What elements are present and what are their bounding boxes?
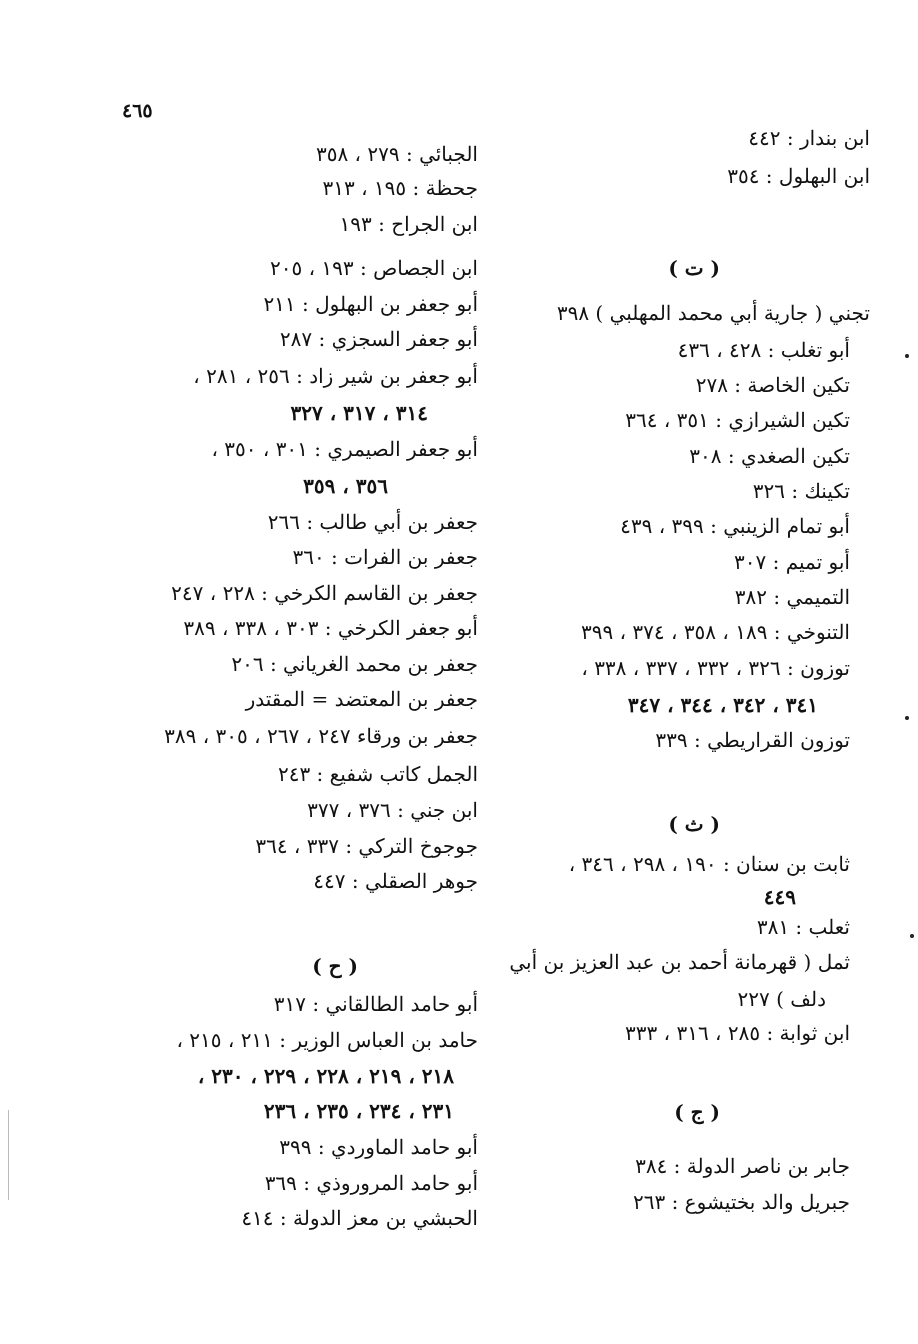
index-entry: جحظة : ١٩٥ ، ٣١٣ (322, 176, 478, 200)
index-entry: جوجوخ التركي : ٣٣٧ ، ٣٦٤ (255, 834, 478, 858)
index-entry: الجبائي : ٢٧٩ ، ٣٥٨ (315, 142, 478, 166)
index-entry: أبو تغلب : ٤٢٨ ، ٤٣٦ (677, 338, 850, 362)
index-entry: أبو جعفر بن شير زاد : ٢٥٦ ، ٢٨١ ، (193, 364, 478, 388)
index-entry-continuation: ٣١٤ ، ٣١٧ ، ٣٢٧ (290, 401, 428, 425)
index-entry: توزون القراريطي : ٣٣٩ (655, 728, 850, 752)
page-number: ٤٦٥ (122, 100, 153, 122)
index-entry: جعفر بن الفرات : ٣٦٠ (292, 545, 478, 569)
index-entry: جعفر بن محمد الغرياني : ٢٠٦ (231, 652, 478, 676)
index-entry: جبريل والد بختيشوع : ٢٦٣ (632, 1190, 850, 1214)
index-entry: جابر بن ناصر الدولة : ٣٨٤ (635, 1154, 850, 1178)
index-entry: الحبشي بن معز الدولة : ٤١٤ (241, 1206, 478, 1230)
index-entry: أبو جعفر السجزي : ٢٨٧ (279, 327, 478, 351)
index-entry: جعفر بن ورقاء ٢٤٧ ، ٢٦٧ ، ٣٠٥ ، ٣٨٩ (164, 724, 478, 748)
index-entry: ثابت بن سنان : ١٩٠ ، ٢٩٨ ، ٣٤٦ ، (568, 852, 850, 876)
index-entry: ابن جني : ٣٧٦ ، ٣٧٧ (307, 798, 478, 822)
index-entry: أبو جعفر بن البهلول : ٢١١ (263, 292, 478, 316)
index-entry-continuation: دلف ) ٢٢٧ (737, 987, 826, 1011)
margin-mark (905, 354, 909, 358)
margin-mark (905, 716, 909, 720)
index-entry: جعفر بن المعتضد = المقتدر (245, 687, 478, 711)
index-entry: ابن الجراح : ١٩٣ (339, 212, 478, 236)
index-entry: التميمي : ٣٨٢ (734, 585, 850, 609)
index-entry-continuation: ٢١٨ ، ٢١٩ ، ٢٢٨ ، ٢٢٩ ، ٢٣٠ ، (197, 1064, 454, 1088)
index-entry: أبو تميم : ٣٠٧ (734, 550, 850, 574)
index-entry: ثعلب : ٣٨١ (756, 915, 850, 939)
index-entry: تكين الشيرازي : ٣٥١ ، ٣٦٤ (625, 408, 850, 432)
section-heading-jim: ( ج ) (674, 1100, 720, 1124)
index-entry-continuation: ٣٤١ ، ٣٤٢ ، ٣٤٤ ، ٣٤٧ (627, 693, 818, 717)
index-entry: ابن البهلول : ٣٥٤ (727, 164, 870, 188)
index-entry: ابن ثوابة : ٢٨٥ ، ٣١٦ ، ٣٣٣ (625, 1021, 850, 1045)
index-entry: تجني ( جارية أبي محمد المهلبي ) ٣٩٨ (556, 301, 870, 325)
index-entry: تكين الخاصة : ٢٧٨ (695, 373, 850, 397)
index-entry: ابن بندار : ٤٤٢ (748, 126, 870, 150)
index-entry: أبو حامد المروروذي : ٣٦٩ (264, 1171, 478, 1195)
index-entry: الجمل كاتب شفيع : ٢٤٣ (277, 762, 478, 786)
index-entry: أبو جعفر الصيمري : ٣٠١ ، ٣٥٠ ، (211, 437, 478, 461)
section-heading-ha: ( ح ) (312, 954, 358, 978)
index-entry: أبو جعفر الكرخي : ٣٠٣ ، ٣٣٨ ، ٣٨٩ (183, 616, 478, 640)
index-entry: توزون : ٣٢٦ ، ٣٣٢ ، ٣٣٧ ، ٣٣٨ ، (581, 656, 850, 680)
index-entry-continuation: ٢٣١ ، ٢٣٤ ، ٢٣٥ ، ٢٣٦ (263, 1099, 454, 1123)
index-entry: أبو تمام الزينبي : ٣٩٩ ، ٤٣٩ (620, 514, 850, 538)
scan-edge-line (8, 1110, 9, 1200)
section-heading-tha: ( ث ) (668, 812, 720, 836)
index-entry: أبو حامد الماوردي : ٣٩٩ (279, 1135, 478, 1159)
index-entry-continuation: ٣٥٦ ، ٣٥٩ (303, 474, 388, 498)
index-entry: تكينك : ٣٢٦ (752, 479, 850, 503)
index-entry: جوهر الصقلي : ٤٤٧ (313, 869, 478, 893)
section-heading-ta: ( ت ) (668, 256, 720, 280)
index-entry: أبو حامد الطالقاني : ٣١٧ (273, 992, 478, 1016)
index-entry: جعفر بن القاسم الكرخي : ٢٢٨ ، ٢٤٧ (171, 581, 478, 605)
index-entry: جعفر بن أبي طالب : ٢٦٦ (267, 510, 478, 534)
index-entry: التنوخي : ١٨٩ ، ٣٥٨ ، ٣٧٤ ، ٣٩٩ (581, 620, 850, 644)
margin-mark (910, 934, 914, 938)
index-entry: ثمل ( قهرمانة أحمد بن عبد العزيز بن أبي (509, 950, 850, 974)
index-entry: تكين الصغدي : ٣٠٨ (689, 444, 850, 468)
index-entry-continuation: ٤٤٩ (763, 885, 796, 909)
index-entry: حامد بن العباس الوزير : ٢١١ ، ٢١٥ ، (176, 1028, 478, 1052)
index-entry: ابن الجصاص : ١٩٣ ، ٢٠٥ (270, 256, 478, 280)
